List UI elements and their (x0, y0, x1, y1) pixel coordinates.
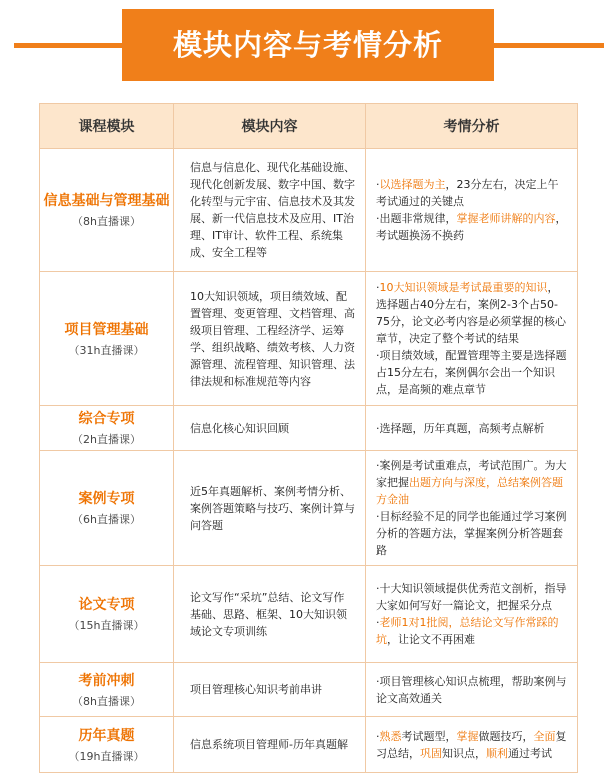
analysis-highlight: 掌握 (456, 729, 479, 743)
analysis-text: · (376, 616, 380, 629)
analysis-text: ·十大知识领域提供优秀范文剖析，指导大家如何写好一篇论文，把握采分点 (376, 582, 567, 612)
module-hours: （6h直播课） (72, 513, 141, 526)
module-name: 项目管理基础 (64, 321, 149, 338)
analysis-text: 考试题型， (401, 729, 457, 743)
analysis-point (376, 279, 569, 347)
analysis-point (376, 176, 569, 210)
analysis-text: · (376, 178, 380, 191)
table-row (40, 717, 578, 773)
module-content: 信息化核心知识回顾 (174, 406, 366, 451)
analysis-point (376, 728, 569, 762)
module-content: 信息系统项目管理师-历年真题解 (174, 717, 366, 773)
module-content: 论文写作“采坑”总结、论文写作基础、思路、框架、10大知识领域论文专项训练 (174, 566, 366, 663)
analysis-text: ，让论文不再困难 (387, 633, 475, 646)
analysis-text: ·项目管理核心知识点梳理，帮助案例与论文高效通关 (376, 674, 567, 705)
table-row (40, 451, 578, 566)
analysis-point (376, 508, 569, 559)
analysis-text: 复习总结， (376, 729, 567, 760)
table-row (40, 149, 578, 272)
analysis-highlight: 出题方向与深度，总结案例答题方金油 (376, 476, 563, 506)
module-name: 论文专项 (78, 597, 135, 613)
analysis-point (376, 420, 569, 437)
analysis-highlight: 全面 (533, 729, 556, 743)
title-line-left (14, 43, 126, 48)
table-header-row (40, 104, 578, 149)
module-cell (40, 272, 174, 406)
table-row (40, 272, 578, 406)
analysis-text: ·项目绩效域，配置管理等主要是选择题占15分左右，案例偶尔会出一个知识点，是高频的难点章节 (376, 349, 567, 396)
analysis-highlight: 熟悉 (379, 729, 402, 743)
analysis-text: ，23分左右，决定上午考试通过的关键点 (376, 178, 559, 208)
module-hours: （8h直播课） (72, 694, 141, 708)
table-row (40, 406, 578, 451)
module-hours: （31h直播课） (68, 343, 145, 357)
analysis-text: ·选择题，历年真题，高频考点解析 (376, 421, 545, 435)
analysis-text: 知识点， (442, 746, 486, 760)
module-name: 历年真题 (78, 727, 135, 744)
analysis-text: ，选择题占40分左右，案例2-3个占50-75分，论文必考内容是必须掌握的核心章节，决定了整个考试的结果 (376, 281, 566, 345)
module-analysis (366, 663, 578, 717)
module-content: 项目管理核心知识考前串讲 (174, 663, 366, 717)
module-cell (40, 149, 174, 272)
module-hours: （19h直播课） (68, 749, 145, 763)
analysis-point (376, 347, 569, 398)
module-cell (40, 406, 174, 451)
module-content: 10大知识领域，项目绩效域、配置管理、变更管理、文档管理、高级项目管理、工程经济学、运筹学、组织战略、绩效考核、人力资源管理、流程管理、知识管理、法律法规和标准规范等内容 (174, 272, 366, 406)
analysis-text: ·出题非常规律， (376, 212, 457, 225)
analysis-highlight: 顺利 (486, 746, 508, 760)
analysis-highlight: 掌握老师讲解的内容 (456, 212, 556, 225)
page-title: 模块内容与考情分析 (122, 9, 494, 81)
module-name: 案例专项 (78, 491, 135, 507)
module-cell (40, 717, 174, 773)
module-analysis (366, 272, 578, 406)
module-table (39, 103, 578, 773)
module-hours: （8h直播课） (72, 215, 141, 228)
header-analysis: 考情分析 (366, 104, 578, 149)
analysis-point (376, 614, 569, 648)
analysis-text: 通过考试 (508, 746, 552, 760)
analysis-text: ·案例是考试重难点，考试范围广。为大家把握 (376, 459, 567, 489)
analysis-point (376, 210, 569, 244)
module-cell (40, 663, 174, 717)
analysis-point (376, 580, 569, 614)
analysis-point (376, 457, 569, 508)
title-line-right (492, 43, 604, 48)
module-name: 综合专项 (78, 411, 135, 427)
analysis-text: 做题技巧， (478, 729, 534, 743)
analysis-highlight: 以选择题为主 (379, 178, 446, 191)
analysis-highlight: 老师1对1批阅，总结论文写作常踩的坑 (376, 616, 559, 646)
module-cell (40, 451, 174, 566)
table-row (40, 663, 578, 717)
module-analysis (366, 406, 578, 451)
module-content: 近5年真题解析、案例考情分析、案例答题策略与技巧、案例计算与问答题 (174, 451, 366, 566)
analysis-highlight: 10大知识领域是考试最重要的知识 (379, 281, 548, 294)
header-content: 模块内容 (174, 104, 366, 149)
module-hours: （15h直播课） (68, 619, 145, 632)
module-analysis (366, 717, 578, 773)
analysis-text: · (376, 729, 380, 743)
table-row (40, 566, 578, 663)
analysis-text: ，考试题换汤不换药 (376, 212, 567, 242)
analysis-text: · (376, 281, 380, 294)
module-hours: （2h直播课） (72, 433, 141, 446)
module-analysis (366, 566, 578, 663)
module-analysis (366, 451, 578, 566)
module-analysis (366, 149, 578, 272)
analysis-point (376, 673, 569, 707)
header-module: 课程模块 (40, 104, 174, 149)
module-name: 信息基础与管理基础 (43, 193, 170, 209)
analysis-text: ·目标经验不足的同学也能通过学习案例分析的答题方法，掌握案例分析答题套路 (376, 510, 567, 557)
module-cell (40, 566, 174, 663)
module-name: 考前冲刺 (78, 672, 135, 689)
module-content: 信息与信息化、现代化基础设施、现代化创新发展、数字中国、数字化转型与元宇宙、信息技术及其发展、新一代信息技术及应用、IT治理、IT审计、软件工程、系统集成、安全工程等 (174, 149, 366, 272)
analysis-highlight: 巩固 (420, 746, 442, 760)
